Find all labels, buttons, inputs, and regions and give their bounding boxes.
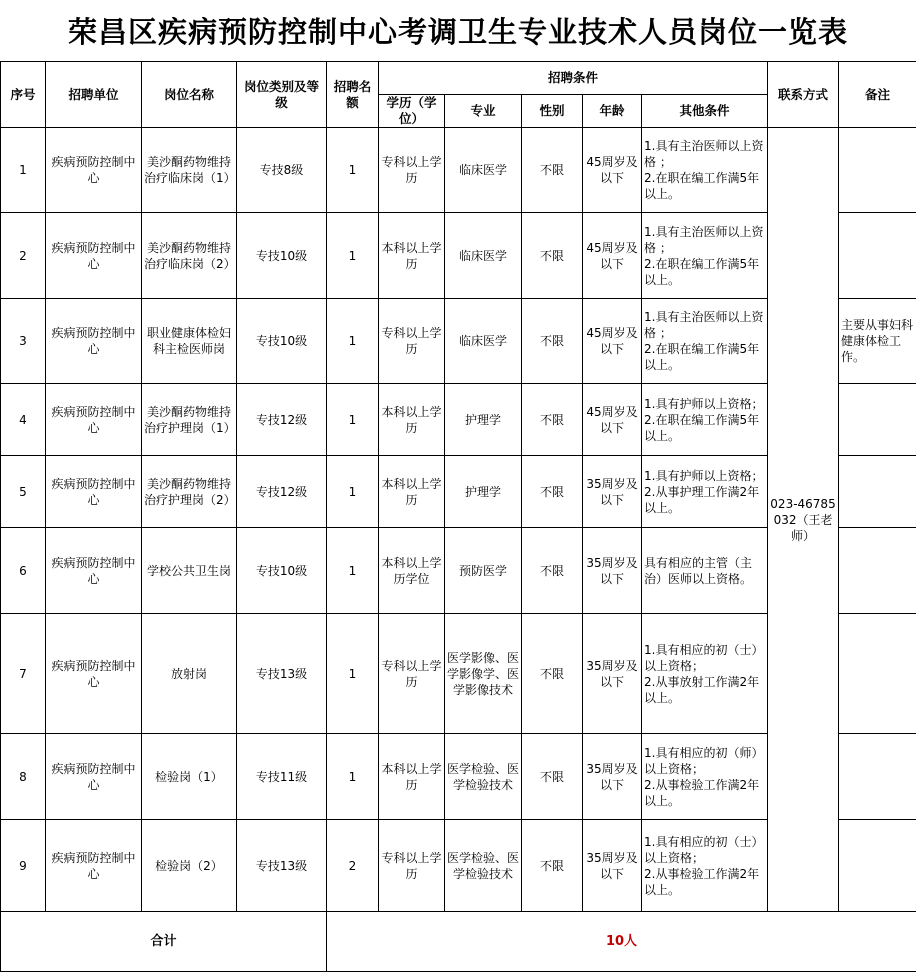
header-quota: 招聘名额 (327, 62, 379, 128)
cell-post: 检验岗（1） (142, 734, 237, 820)
cell-age: 45周岁及以下 (583, 384, 642, 456)
cell-major: 临床医学 (445, 128, 522, 213)
cell-remarks (839, 528, 916, 614)
header-unit: 招聘单位 (46, 62, 142, 128)
cell-seq: 4 (1, 384, 46, 456)
cell-quota: 2 (327, 820, 379, 912)
cell-seq: 2 (1, 213, 46, 299)
total-label: 合计 (1, 912, 327, 972)
cell-gender: 不限 (522, 614, 583, 734)
cell-other: 1.具有相应的初（士）以上资格； 2.从事放射工作满2年以上。 (642, 614, 768, 734)
cell-quota: 1 (327, 384, 379, 456)
header-other: 其他条件 (642, 95, 768, 128)
cell-education: 专科以上学历 (379, 299, 445, 384)
cell-major: 临床医学 (445, 213, 522, 299)
cell-category: 专技12级 (237, 456, 327, 528)
header-conditions: 招聘条件 (379, 62, 768, 95)
cell-major: 临床医学 (445, 299, 522, 384)
cell-category: 专技13级 (237, 614, 327, 734)
header-post: 岗位名称 (142, 62, 237, 128)
cell-education: 专科以上学历 (379, 128, 445, 213)
cell-gender: 不限 (522, 820, 583, 912)
cell-post: 美沙酮药物维持治疗护理岗（1） (142, 384, 237, 456)
cell-remarks (839, 128, 916, 213)
cell-major: 医学检验、医学检验技术 (445, 734, 522, 820)
cell-gender: 不限 (522, 128, 583, 213)
cell-remarks (839, 384, 916, 456)
cell-seq: 7 (1, 614, 46, 734)
cell-unit: 疾病预防控制中心 (46, 734, 142, 820)
cell-quota: 1 (327, 213, 379, 299)
cell-education: 本科以上学历 (379, 384, 445, 456)
cell-seq: 9 (1, 820, 46, 912)
cell-unit: 疾病预防控制中心 (46, 614, 142, 734)
cell-post: 美沙酮药物维持治疗临床岗（2） (142, 213, 237, 299)
cell-age: 35周岁及以下 (583, 734, 642, 820)
cell-education: 本科以上学历学位 (379, 528, 445, 614)
cell-unit: 疾病预防控制中心 (46, 128, 142, 213)
cell-education: 专科以上学历 (379, 614, 445, 734)
cell-seq: 6 (1, 528, 46, 614)
header-major: 专业 (445, 95, 522, 128)
cell-gender: 不限 (522, 213, 583, 299)
cell-category: 专技10级 (237, 528, 327, 614)
header-category: 岗位类别及等级 (237, 62, 327, 128)
cell-remarks (839, 614, 916, 734)
cell-unit: 疾病预防控制中心 (46, 456, 142, 528)
cell-quota: 1 (327, 456, 379, 528)
cell-gender: 不限 (522, 528, 583, 614)
cell-unit: 疾病预防控制中心 (46, 213, 142, 299)
cell-post: 检验岗（2） (142, 820, 237, 912)
cell-post: 美沙酮药物维持治疗临床岗（1） (142, 128, 237, 213)
cell-post: 职业健康体检妇科主检医师岗 (142, 299, 237, 384)
cell-education: 专科以上学历 (379, 820, 445, 912)
cell-other: 1.具有主治医师以上资格 ； 2.在职在编工作满5年以上。 (642, 299, 768, 384)
header-age: 年龄 (583, 95, 642, 128)
total-value: 10人 (327, 912, 916, 972)
cell-remarks (839, 456, 916, 528)
cell-age: 45周岁及以下 (583, 128, 642, 213)
cell-education: 本科以上学历 (379, 734, 445, 820)
cell-category: 专技12级 (237, 384, 327, 456)
cell-gender: 不限 (522, 384, 583, 456)
cell-other: 1.具有主治医师以上资格 ； 2.在职在编工作满5年以上。 (642, 213, 768, 299)
cell-category: 专技10级 (237, 213, 327, 299)
cell-remarks (839, 820, 916, 912)
cell-quota: 1 (327, 128, 379, 213)
cell-seq: 1 (1, 128, 46, 213)
cell-post: 美沙酮药物维持治疗护理岗（2） (142, 456, 237, 528)
cell-seq: 8 (1, 734, 46, 820)
cell-seq: 3 (1, 299, 46, 384)
cell-major: 预防医学 (445, 528, 522, 614)
page-title: 荣昌区疾病预防控制中心考调卫生专业技术人员岗位一览表 (67, 15, 848, 49)
cell-education: 本科以上学历 (379, 456, 445, 528)
cell-category: 专技8级 (237, 128, 327, 213)
cell-age: 35周岁及以下 (583, 528, 642, 614)
cell-other: 1.具有相应的初（士）以上资格； 2.从事检验工作满2年以上。 (642, 820, 768, 912)
cell-category: 专技11级 (237, 734, 327, 820)
header-seq: 序号 (1, 62, 46, 128)
cell-post: 放射岗 (142, 614, 237, 734)
positions-table (0, 61, 916, 972)
cell-post: 学校公共卫生岗 (142, 528, 237, 614)
cell-other: 1.具有护师以上资格； 2.在职在编工作满5年以上。 (642, 384, 768, 456)
header-remarks: 备注 (839, 62, 916, 128)
cell-unit: 疾病预防控制中心 (46, 820, 142, 912)
cell-gender: 不限 (522, 299, 583, 384)
cell-education: 本科以上学历 (379, 213, 445, 299)
cell-category: 专技10级 (237, 299, 327, 384)
cell-gender: 不限 (522, 456, 583, 528)
cell-quota: 1 (327, 528, 379, 614)
header-education: 学历（学位） (379, 95, 445, 128)
cell-unit: 疾病预防控制中心 (46, 384, 142, 456)
cell-seq: 5 (1, 456, 46, 528)
cell-category: 专技13级 (237, 820, 327, 912)
cell-unit: 疾病预防控制中心 (46, 528, 142, 614)
cell-remarks: 主要从事妇科健康体检工作。 (839, 299, 916, 384)
cell-other: 具有相应的主管（主治）医师以上资格。 (642, 528, 768, 614)
cell-unit: 疾病预防控制中心 (46, 299, 142, 384)
cell-remarks (839, 213, 916, 299)
cell-other: 1.具有主治医师以上资格 ； 2.在职在编工作满5年以上。 (642, 128, 768, 213)
cell-contact: 023-46785032（王老师） (768, 128, 839, 912)
cell-major: 医学检验、医学检验技术 (445, 820, 522, 912)
cell-gender: 不限 (522, 734, 583, 820)
cell-major: 护理学 (445, 384, 522, 456)
cell-age: 35周岁及以下 (583, 614, 642, 734)
cell-age: 35周岁及以下 (583, 456, 642, 528)
cell-other: 1.具有相应的初（师）以上资格； 2.从事检验工作满2年以上。 (642, 734, 768, 820)
cell-age: 45周岁及以下 (583, 213, 642, 299)
cell-major: 医学影像、医学影像学、医学影像技术 (445, 614, 522, 734)
cell-quota: 1 (327, 299, 379, 384)
cell-quota: 1 (327, 734, 379, 820)
cell-remarks (839, 734, 916, 820)
cell-major: 护理学 (445, 456, 522, 528)
header-gender: 性别 (522, 95, 583, 128)
cell-other: 1.具有护师以上资格； 2.从事护理工作满2年以上。 (642, 456, 768, 528)
table-row (1, 128, 916, 213)
header-contact: 联系方式 (768, 62, 839, 128)
cell-age: 45周岁及以下 (583, 299, 642, 384)
cell-quota: 1 (327, 614, 379, 734)
cell-age: 35周岁及以下 (583, 820, 642, 912)
